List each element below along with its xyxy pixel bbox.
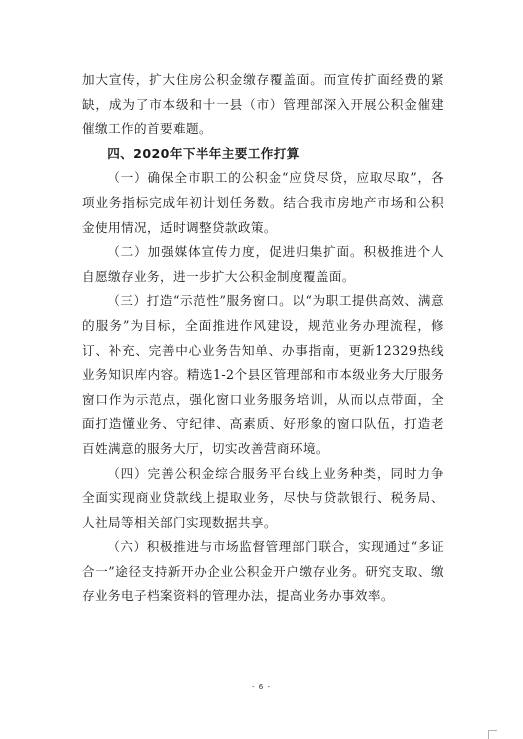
page-number: - 6 - — [252, 683, 271, 691]
paragraph-item-6: （六）积极推进与市场监督管理部门联合，实现通过“多证合一”途径支持新开办企业公积金开户缴存业务。研究支取、缴存业务电子档案资料的管理办法，提高业务办事效率。 — [82, 539, 444, 604]
section-heading: 四、2020年下半年主要工作打算 — [107, 145, 300, 161]
paragraph-item-4: （四）完善公积金综合服务平台线上业务种类，同时力争全面实现商业贷款线上提取业务，尽快与贷款银行、税务局、人社局等相关部门实现数据共享。 — [82, 465, 444, 530]
paragraph-item-1: （一）确保全市职工的公积金“应贷尽贷，应取尽取”，各项业务指标完成年初计划任务数。结合我市房地产市场和公积金使用情况，适时调整贷款政策。 — [82, 170, 444, 235]
document-body — [82, 68, 444, 609]
paragraph-intro-continuation: 加大宣传，扩大住房公积金缴存覆盖面。而宣传扩面经费的紧缺，成为了市本级和十一县（市）管理部深入开展公积金催建催缴工作的首要难题。 — [82, 72, 444, 137]
paragraph-item-3: （三）打造“示范性”服务窗口。以“为职工提供高效、满意的服务”为目标，全面推进作风建设，规范业务办理流程，修订、补充、完善中心业务告知单、办事指南，更新12329热线业务知识库内容。精选1-2个县区管理部和市本级业务大厅服务窗口作为示范点，强化窗口业务服务培训，从而以点带面，全面打造懂业务、守纪律、高素质、好形象的窗口队伍，打造老百姓满意的服务大厅，切实改善营商环境。 — [82, 293, 444, 456]
paragraph-item-2: （二）加强媒体宣传力度，促进归集扩面。积极推进个人自愿缴存业务，进一步扩大公积金制度覆盖面。 — [82, 244, 444, 284]
